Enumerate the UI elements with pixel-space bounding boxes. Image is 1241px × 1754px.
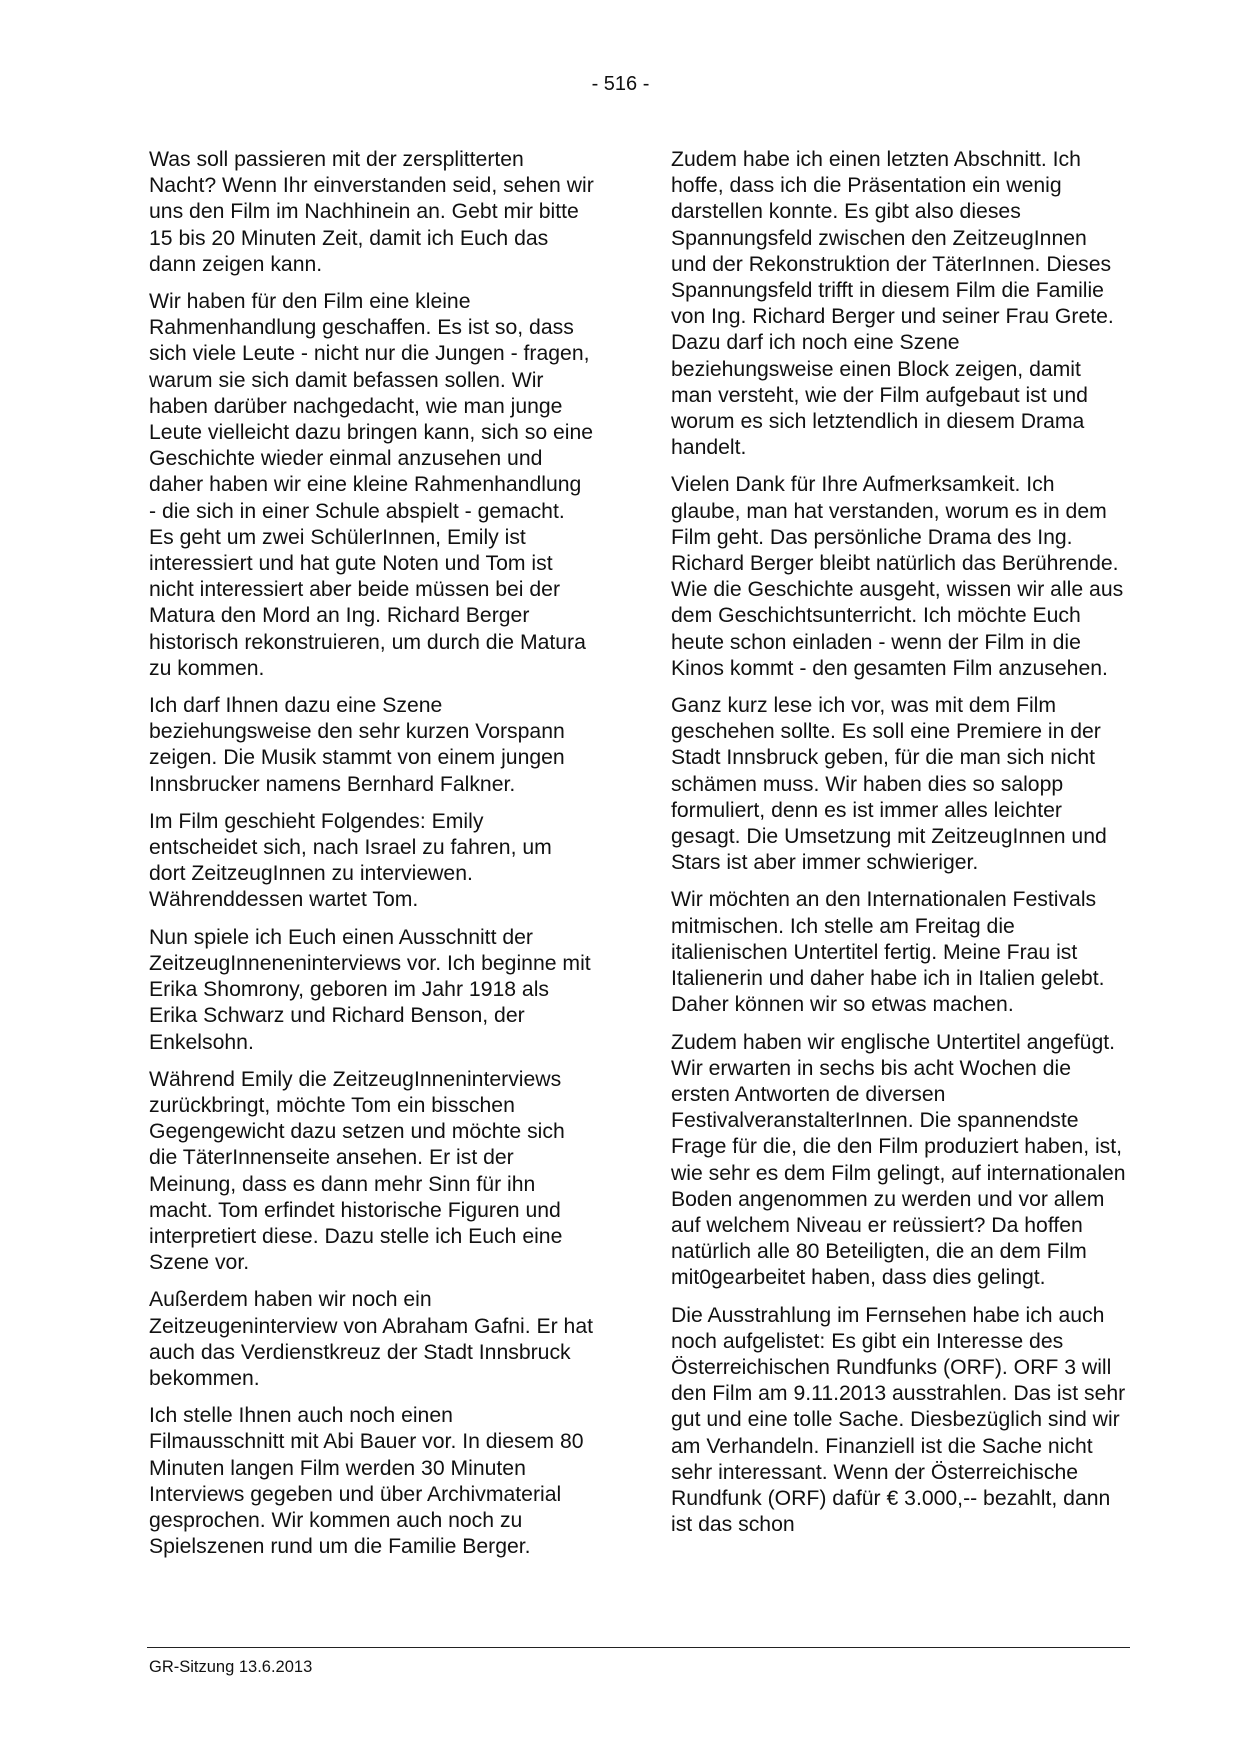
right-column [671,147,1126,1549]
paragraph: Ich darf Ihnen dazu eine Szene beziehungsweise den sehr kurzen Vorspann zeigen. Die Musik stammt von einem jungen Innsbrucker namens Bernhard Falkner. [149,694,565,796]
paragraph: Zudem haben wir englische Untertitel angefügt. Wir erwarten in sechs bis acht Wochen die ersten Antworten de diversen FestivalveranstalterInnen. Die spannendste Frage für die, die den Film produziert haben, ist, wie sehr es dem Film gelingt, auf internationalen Boden angenommen zu werden und vor allem auf welchem Niveau er reüssiert? Da hoffen natürlich alle 80 Beteiligten, die an dem Film mit0gearbeitet haben, dass dies gelingt. [671,1030,1126,1290]
paragraph: Während Emily die ZeitzeugInneninterviews zurückbringt, möchte Tom ein bisschen Gegengewicht dazu setzen und möchte sich die TäterInnenseite ansehen. Er ist der Meinung, dass es dann mehr Sinn für ihn macht. Tom erfindet historische Figuren und interpretiert diese. Dazu stelle ich Euch eine Szene vor. [149,1067,565,1275]
left-column [149,147,594,1571]
footer-divider [147,1647,1130,1648]
footer-session: GR-Sitzung 13.6.2013 [149,1658,313,1676]
paragraph: Nun spiele ich Euch einen Ausschnitt der ZeitzeugInneneninterviews vor. Ich beginne mit Erika Shomrony, geboren im Jahr 1918 als Erika Schwarz und Richard Benson, der Enkelsohn. [149,925,591,1054]
paragraph: Die Ausstrahlung im Fernsehen habe ich auch noch aufgelistet: Es gibt ein Interesse des Österreichischen Rundfunks (ORF). ORF 3 will den Film am 9.11.2013 ausstrahlen. Das ist sehr gut und eine tolle Sache. Diesbezüglich sind wir am Verhandeln. Finanziell ist die Sache nicht sehr interessant. Wenn der Österreichische Rundfunk (ORF) dafür € 3.000,-- bezahlt, dann ist das schon [671,1303,1126,1537]
paragraph: Was soll passieren mit der zersplitterten Nacht? Wenn Ihr einverstanden seid, sehen wir uns den Film im Nachhinein an. Gebt mir bitte 15 bis 20 Minuten Zeit, damit ich Euch das dann zeigen kann. [149,148,594,276]
paragraph: Wir möchten an den Internationalen Festivals mitmischen. Ich stelle am Freitag die italienischen Untertitel fertig. Meine Frau ist Italienerin und daher habe ich in Italien gelebt. Daher können wir so etwas machen. [671,888,1105,1017]
paragraph: Außerdem haben wir noch ein Zeitzeugeninterview von Abraham Gafni. Er hat auch das Verdienstkreuz der Stadt Innsbruck bekommen. [149,1288,593,1390]
paragraph: Wir haben für den Film eine kleine Rahmenhandlung geschaffen. Es ist so, dass sich viele Leute - nicht nur die Jungen - fragen, warum sie sich damit befassen sollen. Wir haben darüber nachgedacht, wie man junge Leute vielleicht dazu bringen kann, sich so eine Geschichte wieder einmal anzusehen und daher haben wir eine kleine Rahmenhandlung - die sich in einer Schule abspielt - gemacht. Es geht um zwei SchülerInnen, Emily ist interessiert und hat gute Noten und Tom ist nicht interessiert aber beide müssen bei der Matura den Mord an Ing. Richard Berger historisch rekonstruieren, um durch die Matura zu kommen. [149,290,594,680]
paragraph: Im Film geschieht Folgendes: Emily entscheidet sich, nach Israel zu fahren, um dort ZeitzeugInnen zu interviewen. Währenddessen wartet Tom. [149,809,552,912]
paragraph: Vielen Dank für Ihre Aufmerksamkeit. Ich glaube, man hat verstanden, worum es in dem Film geht. Das persönliche Drama des Ing. Richard Berger bleibt natürlich das Berührende. Wie die Geschichte ausgeht, wissen wir alle aus dem Geschichtsunterricht. Ich möchte Euch heute schon einladen - wenn der Film in die Kinos kommt - den gesamten Film anzusehen. [671,473,1124,680]
page-number: - 516 - [591,73,650,95]
paragraph: Ganz kurz lese ich vor, was mit dem Film geschehen sollte. Es soll eine Premiere in der Stadt Innsbruck geben, für die man sich nicht schämen muss. Wir haben dies so salopp formuliert, denn es ist immer alles leichter gesagt. Die Umsetzung mit ZeitzeugInnen und Stars ist aber immer schwieriger. [671,694,1107,875]
paragraph: Ich stelle Ihnen auch noch einen Filmausschnitt mit Abi Bauer vor. In diesem 80 Minuten langen Film werden 30 Minuten Interviews gegeben und über Archivmaterial gesprochen. Wir kommen auch noch zu Spielszenen rund um die Familie Berger. [149,1404,584,1559]
paragraph: Zudem habe ich einen letzten Abschnitt. Ich hoffe, dass ich die Präsentation ein wenig darstellen konnte. Es gibt also dieses Spannungsfeld zwischen den ZeitzeugInnen und der Rekonstruktion der TäterInnen. Dieses Spannungsfeld trifft in diesem Film die Familie von Ing. Richard Berger und seiner Frau Grete. Dazu darf ich noch eine Szene beziehungsweise einen Block zeigen, damit man versteht, wie der Film aufgebaut ist und worum es sich letztendlich in diesem Drama handelt. [671,148,1114,460]
